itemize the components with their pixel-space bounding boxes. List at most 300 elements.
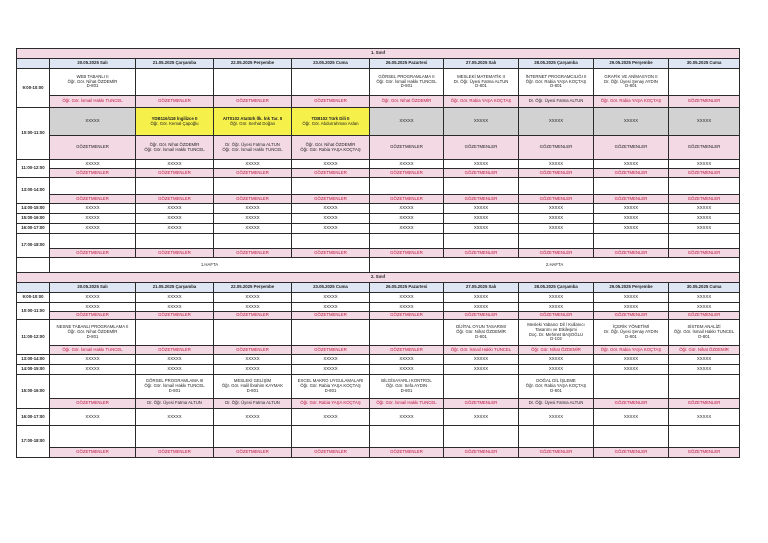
empty-cell [444,234,519,249]
time-slot: 9:00-10:00 [17,293,50,303]
exam-cell: XXXXX [370,409,444,426]
proctor-cell: GÖZETMENLER [370,169,444,178]
empty-cell [669,178,740,195]
exam-cell: XXXXX [519,355,594,365]
instructor: Dr. Öğr. Üyesi Şenay AYDIN [604,78,658,84]
proctor-cell: Dr. Öğr. Üyesi Fatma ALTUN [519,96,594,108]
proctor-cell: Dr. Öğr. Üyesi Fatma ALTUN Öğr. Gör. İsmail Hakkı TUNCEL [214,136,292,160]
exam-cell: XXXXX [50,224,136,234]
week-1-label: 1.HAFTA [50,258,370,273]
day-header: 27.05.2025 Salı [444,283,519,293]
course-name: GÖRSEL PROGRAMLAMA II [378,73,435,79]
proctor-cell: Dr. Öğr. Üyesi Fatma ALTUN [136,399,214,409]
exam-cell: XXXXX [50,108,136,136]
proctor-cell: GÖZETMENLER [136,169,214,178]
time-slot: 13:00-14:00 [17,178,50,204]
instructor: Öğr. Gör. Rabia YAŞA KOÇTAŞ [525,383,587,389]
exam-cell-highlight [136,108,214,136]
exam-cell: XXXXX [519,365,594,375]
exam-cell [519,375,594,399]
room: D-801 [246,387,259,393]
empty-cell [669,426,740,448]
exam-cell [444,320,519,346]
proctor-cell: GÖZETMENLER [594,136,669,160]
exam-cell: XXXXX [370,108,444,136]
proctor-cell: GÖZETMENLER [444,195,519,204]
day-header: 26.05.2025 Pazartesi [370,283,444,293]
exam-cell: XXXXX [136,224,214,234]
instructor: Öğr. Gör. Serhat Doğan [229,120,276,126]
proctor-cell: Öğr. Gör. Rabia YAŞA KOÇTAŞ [594,96,669,108]
proctor-cell: GÖZETMENLER [50,399,136,409]
time-slot: 13:00-14:00 [17,355,50,365]
day-header: 29.05.2025 Perşembe [594,283,669,293]
room: D-801 [475,333,487,339]
proctor-cell: GÖZETMENLER [370,249,444,258]
empty-cell [370,320,444,346]
proctor-cell: GÖZETMENLER [292,96,370,108]
corner-cell [17,283,50,293]
exam-cell: XXXXX [292,409,370,426]
exam-cell: XXXXX [519,224,594,234]
exam-cell: XXXXX [50,160,136,169]
exam-cell [50,320,136,346]
proctor-cell: GÖZETMENLER [669,448,740,458]
proctor-cell: GÖZETMENLER [669,249,740,258]
room: D-801 [625,83,637,89]
empty-cell [214,69,292,96]
proctor-cell: GÖZETMENLER [136,96,214,108]
proctor-cell: GÖZETMENLER [370,346,444,355]
time-slot: 15:00-16:00 [17,214,50,224]
course-name: İNTERNET PROGRAMCILIĞI II [525,73,587,79]
proctor-cell: GÖZETMENLER [519,195,594,204]
exam-cell: XXXXX [444,224,519,234]
course-name: WEB TABANLI II [76,73,109,79]
time-slot: 9:00-10:00 [17,69,50,108]
empty-cell [519,178,594,195]
exam-cell: XXXXX [519,108,594,136]
day-header: 21.05.2025 Çarşamba [136,59,214,69]
exam-cell: XXXXX [292,303,370,312]
exam-cell: XXXXX [669,355,740,365]
day-header: 20.05.2025 Salı [50,283,136,293]
section-title-class-2: 2. Sınıf [17,273,740,283]
exam-cell [519,320,594,346]
proctor-cell: GÖZETMENLER [594,169,669,178]
day-header: 23.05.2025 Cuma [292,283,370,293]
instructor: Dr. Öğr. Üyesi Şenay AYDIN [604,329,658,335]
proctor-cell: GÖZETMENLER [50,136,136,160]
empty-cell [669,69,740,96]
time-slot: 11:00-12:00 [17,320,50,355]
proctor-cell: GÖZETMENLER [214,169,292,178]
exam-cell: XXXXX [519,204,594,214]
proctor-cell: Öğr. Gör. Rabia YAŞA KOÇTAŞ [594,346,669,355]
day-header: 30.05.2025 Cuma [669,283,740,293]
exam-cell: XXXXX [594,409,669,426]
exam-cell: XXXXX [136,293,214,303]
exam-cell: XXXXX [214,293,292,303]
empty-cell [669,375,740,399]
empty-cell [136,69,214,96]
exam-cell: XXXXX [370,160,444,169]
proctor-cell: GÖZETMENLER [669,96,740,108]
proctor-cell: GÖZETMENLER [594,249,669,258]
proctor-cell: GÖZETMENLER [370,312,444,320]
exam-cell: XXXXX [669,409,740,426]
instructor: Öğr. Gör. Rabia YAŞA KOÇTAŞ [300,383,361,389]
proctor-cell: GÖZETMENLER [519,136,594,160]
exam-cell: XXXXX [136,355,214,365]
proctor-cell: GÖZETMENLER [292,346,370,355]
proctor-cell: GÖZETMENLER [136,195,214,204]
room: D-801 [86,333,99,339]
exam-cell: XXXXX [444,409,519,426]
exam-cell: XXXXX [136,214,214,224]
exam-cell: XXXXX [669,365,740,375]
instructor: Öğr. Gör. Nihat ÖZDEMİR [456,329,506,335]
day-header: 29.05.2025 Perşembe [594,59,669,69]
exam-cell: XXXXX [594,160,669,169]
proctor-cell: GÖZETMENLER [214,312,292,320]
exam-cell: XXXXX [50,214,136,224]
proctor-cell: Öğr. Gör. İsmail Hakkı TUNCEL [444,346,519,355]
proctor-cell: GÖZETMENLER [214,195,292,204]
exam-cell: XXXXX [50,303,136,312]
empty-cell [292,69,370,96]
exam-cell: XXXXX [444,303,519,312]
exam-cell: XXXXX [136,204,214,214]
exam-cell: XXXXX [519,160,594,169]
instructor: Öğr. Gör. Halil İbrahim KAYMAK [221,383,284,389]
empty-cell [292,234,370,249]
room: D-801 [475,83,487,89]
exam-cell: XXXXX [444,204,519,214]
empty-cell [519,426,594,448]
empty-cell [594,375,669,399]
time-slot: 17:00-18:00 [17,426,50,458]
exam-cell: XXXXX [370,365,444,375]
exam-cell: XXXXX [292,365,370,375]
day-header: 30.05.2025 Cuma [669,59,740,69]
course-name: NESNE TABANLI PROGRAMLAMA II [56,324,129,330]
proctor-cell: Dr. Öğr. Üyesi Fatma ALTUN [214,399,292,409]
proctor-cell: GÖZETMENLER [594,195,669,204]
proctor-cell: GÖZETMENLER [669,312,740,320]
proctor-cell: GÖZETMENLER [292,249,370,258]
proctor-cell: GÖZETMENLER [136,346,214,355]
empty-cell [292,426,370,448]
proctor-cell: GÖZETMENLER [50,169,136,178]
instructor: Öğr. Gör. Sefa AYDIN [385,383,428,389]
course-name: EXCEL MAKRO UYGULAMALARI [297,378,364,384]
exam-cell: XXXXX [214,224,292,234]
proctor-cell: GÖZETMENLER [136,312,214,320]
exam-cell: XXXXX [444,293,519,303]
instructor: Öğr. Gör. Nihat ÖZDEMİR [67,329,118,335]
empty-cell [214,234,292,249]
exam-cell: XXXXX [519,303,594,312]
time-slot: 10:00-11:00 [17,303,50,320]
proctor-cell: GÖZETMENLER [292,169,370,178]
proctor-cell: GÖZETMENLER [519,312,594,320]
proctor-cell: GÖZETMENLER [292,448,370,458]
exam-cell [519,69,594,96]
empty-cell [50,375,136,399]
instructor: Doç. Dr. Mehmet BAŞOĞLU [528,331,584,337]
exam-cell: XXXXX [50,409,136,426]
corner-cell [17,59,50,69]
exam-cell: XXXXX [214,160,292,169]
instructor: Öğr. Gör. İsmail Hakkı TUNCEL [144,383,205,389]
empty-cell [136,320,214,346]
empty-cell [136,426,214,448]
room: D-801 [168,387,181,393]
proctor-cell: GÖZETMENLER [50,448,136,458]
proctor-cell: Öğr. Gör. Rabia YAŞA KOÇTAŞ [292,399,370,409]
proctor-cell: GÖZETMENLER [50,195,136,204]
day-header: 28.05.2025 Çarşamba [519,283,594,293]
proctor-cell: GÖZETMENLER [519,249,594,258]
proctor-cell: GÖZETMENLER [594,312,669,320]
room: D-801 [324,387,337,393]
exam-cell: XXXXX [136,409,214,426]
empty-cell [136,178,214,195]
proctor-cell: GÖZETMENLER [136,448,214,458]
proctor-cell: Öğr. Gör. Nihat ÖZDEMİR [519,346,594,355]
empty-cell [669,234,740,249]
proctor-cell: Öğr. Gör. Nihat ÖZDEMİR Öğr. Gör. İsmail Hakkı TUNCEL [136,136,214,160]
exam-cell: XXXXX [594,303,669,312]
exam-cell: XXXXX [519,214,594,224]
exam-cell: XXXXX [50,204,136,214]
exam-cell: XXXXX [594,108,669,136]
empty-cell [594,426,669,448]
time-slot: 10:00-11:00 [17,108,50,160]
time-slot: 14:00-15:00 [17,204,50,214]
exam-schedule-sheet [16,48,739,458]
time-slot: 16:00-17:00 [17,409,50,426]
proctor-cell: Öğr. Gör. İsmail Hakkı TUNCEL [50,346,136,355]
empty-cell [444,178,519,195]
proctor-cell: GÖZETMENLER [519,448,594,458]
exam-cell: XXXXX [669,293,740,303]
course-name: BİLGİSAYARLI KONTROL [381,378,432,384]
exam-cell: XXXXX [50,365,136,375]
proctor-cell: GÖZETMENLER [444,249,519,258]
proctor-cell: GÖZETMENLER [50,249,136,258]
room: D-801 [550,83,562,89]
exam-cell: XXXXX [669,160,740,169]
empty-cell [444,375,519,399]
exam-cell [370,69,444,96]
exam-cell [214,375,292,399]
day-header: 22.05.2025 Perşembe [214,283,292,293]
proctor-cell: GÖZETMENLER [669,169,740,178]
exam-cell: XXXXX [136,160,214,169]
exam-cell: XXXXX [214,365,292,375]
exam-cell: XXXXX [594,224,669,234]
exam-cell [292,375,370,399]
proctor-cell: GÖZETMENLER [669,399,740,409]
course-name: MESLEKİ MATEMATİK II [457,73,505,79]
time-slot: 16:00-17:00 [17,224,50,234]
exam-cell: XXXXX [444,214,519,224]
proctor-cell: Öğr. Gör. İsmail Hakkı TUNCEL [50,96,136,108]
day-header: 21.05.2025 Çarşamba [136,283,214,293]
proctor-cell: GÖZETMENLER [214,346,292,355]
empty-cell [214,178,292,195]
empty-cell [370,234,444,249]
proctor-cell: GÖZETMENLER [519,169,594,178]
empty-cell [292,320,370,346]
proctor-cell: GÖZETMENLER [370,136,444,160]
room: D-801 [86,83,99,89]
exam-cell: XXXXX [444,160,519,169]
empty-cell [594,234,669,249]
empty-cell [50,234,136,249]
proctor-cell: Öğr. Gör. Nihat ÖZDEMİR [370,96,444,108]
day-header: 26.05.2025 Pazartesi [370,59,444,69]
exam-cell: XXXXX [444,365,519,375]
time-slot: 14:00-15:00 [17,365,50,375]
room: D-801 [550,387,562,393]
proctor-cell: GÖZETMENLER [444,448,519,458]
proctor-cell: GÖZETMENLER [370,448,444,458]
exam-cell: XXXXX [214,409,292,426]
exam-cell: XXXXX [669,303,740,312]
empty-cell [50,178,136,195]
exam-cell: XXXXX [214,214,292,224]
week-spacer [17,258,50,273]
exam-cell [669,320,740,346]
exam-cell: XXXXX [370,355,444,365]
proctor-cell: Öğr. Gör. Nihat ÖZDEMİR [669,346,740,355]
exam-cell: XXXXX [214,303,292,312]
course-name: GÖRSEL PROGRAMLAMA III [145,378,204,384]
instructor: Öğr. Gör. Kemal Çapoğlu [150,120,199,126]
empty-cell [214,320,292,346]
exam-cell: XXXXX [292,355,370,365]
proctor-cell: GÖZETMENLER [214,96,292,108]
proctor-cell: GÖZETMENLER [444,169,519,178]
course-name: Mesleki Yabancı Dil / Kullanıcı Tasarımı ve Etkileşimi [527,321,585,332]
proctor-cell: Dr. Öğr. Üyesi Fatma ALTUN [519,399,594,409]
empty-cell [370,178,444,195]
exam-cell: XXXXX [594,204,669,214]
exam-cell: XXXXX [594,365,669,375]
course-name: MESLEKİ GELİŞİM [233,378,272,384]
proctor-cell: GÖZETMENLER [214,249,292,258]
exam-cell: XXXXX [444,355,519,365]
exam-cell: XXXXX [370,224,444,234]
proctor-cell: Öğr. Gör. Nihat ÖZDEMİR Öğr. Gör. Rabia YAŞA KOÇTAŞ [292,136,370,160]
course-name: DOĞAL DİL İŞLEME [536,378,576,384]
empty-cell [292,178,370,195]
room: D-801 [400,387,413,393]
exam-cell [594,69,669,96]
exam-cell: XXXXX [444,108,519,136]
room: D-102 [550,336,562,342]
exam-cell-highlight [214,108,292,136]
proctor-cell: GÖZETMENLER [444,312,519,320]
proctor-cell: GÖZETMENLER [594,448,669,458]
day-header: 22.05.2025 Perşembe [214,59,292,69]
proctor-cell: GÖZETMENLER [669,195,740,204]
exam-cell: XXXXX [669,214,740,224]
exam-cell [444,69,519,96]
proctor-cell: GÖZETMENLER [292,312,370,320]
exam-cell: XXXXX [669,224,740,234]
instructor: Öğr. Gör. Abdurrahman Aslan [302,120,359,126]
day-header: 20.05.2025 Salı [50,59,136,69]
day-header: 28.05.2025 Çarşamba [519,59,594,69]
week-2-label: 2.HAFTA [370,258,740,273]
instructor: Öğr. Gör. İsmail Hakkı TUNCEL [376,78,437,84]
exam-cell: XXXXX [136,365,214,375]
day-header: 27.05.2025 Salı [444,59,519,69]
exam-cell: XXXXX [214,355,292,365]
proctor-cell: GÖZETMENLER [444,399,519,409]
exam-cell: XXXXX [370,204,444,214]
exam-cell: XXXXX [519,409,594,426]
course-name: İÇERİK YÖNETİMİ [612,324,650,330]
exam-cell [594,320,669,346]
course-name: AIT0102 Atatürk İlk. İnk Tar. II [222,115,283,121]
exam-cell: XXXXX [214,204,292,214]
empty-cell [214,426,292,448]
room: D-801 [400,83,413,89]
proctor-cell: GÖZETMENLER [292,195,370,204]
instructor: Öğr. Gör. İsmail Hakkı TUNCEL [673,329,735,335]
instructor: Öğr. Gör. Rabia YAŞA KOÇTAŞ [525,78,587,84]
exam-cell [370,375,444,399]
course-name: YDB116/118 İngilizce II [151,115,198,121]
course-name: DİJİTAL OYUN TASARIMI [456,324,506,330]
empty-cell [370,426,444,448]
empty-cell [136,234,214,249]
exam-cell [136,375,214,399]
empty-cell [519,234,594,249]
room: D-801 [698,333,710,339]
day-header: 23.05.2025 Cuma [292,59,370,69]
exam-cell: XXXXX [370,214,444,224]
proctor-cell: GÖZETMENLER [370,195,444,204]
proctor-cell: GÖZETMENLER [444,136,519,160]
exam-cell: XXXXX [370,303,444,312]
proctor-cell: GÖZETMENLER [669,136,740,160]
time-slot: 11:00-12:00 [17,160,50,178]
exam-cell: XXXXX [594,355,669,365]
proctor-cell: Öğr. Gör. İsmail Hakkı TUNCEL [370,399,444,409]
empty-cell [594,178,669,195]
exam-cell: XXXXX [50,355,136,365]
room: D-801 [625,333,637,339]
proctor-cell: GÖZETMENLER [594,399,669,409]
exam-cell-highlight [292,108,370,136]
proctor-cell: Öğr. Gör. Rabia YAŞA KOÇTAŞ [444,96,519,108]
course-name: TDB102 Türk Dili II [311,115,350,121]
exam-cell: XXXXX [519,293,594,303]
exam-cell: XXXXX [292,224,370,234]
exam-cell: XXXXX [669,204,740,214]
exam-cell: XXXXX [50,293,136,303]
proctor-cell: GÖZETMENLER [214,448,292,458]
instructor: Öğr. Gör. Nihat ÖZDEMİR [67,78,118,84]
section-title-class-1: 1. Sınıf [17,49,740,59]
exam-cell: XXXXX [594,293,669,303]
